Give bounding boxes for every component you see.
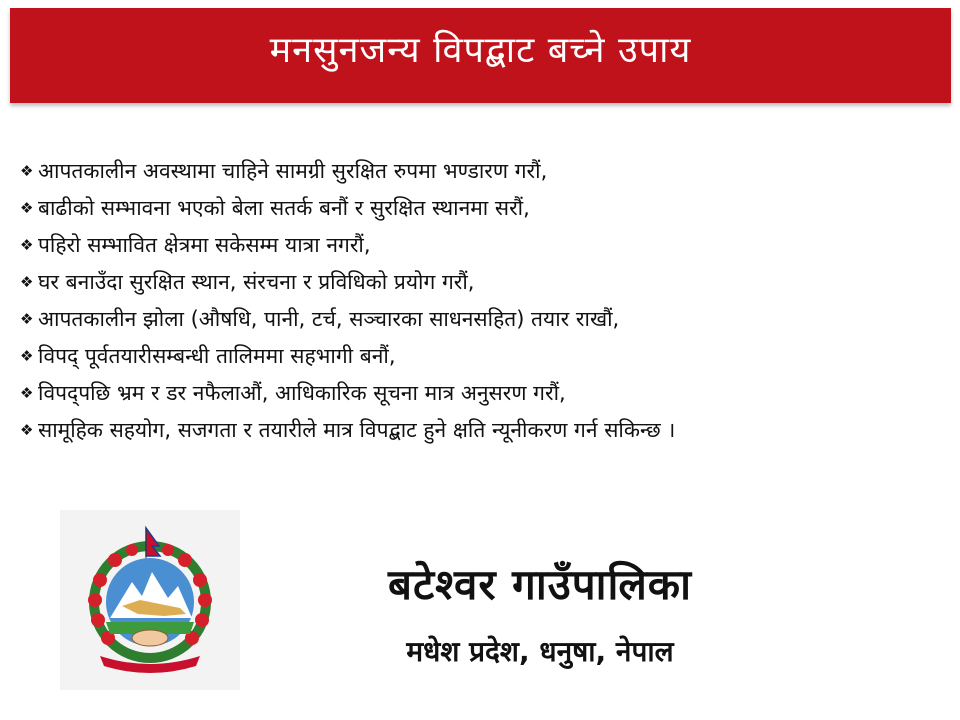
tip-text: घर बनाउँदा सुरक्षित स्थान, संरचना र प्रविधिको प्रयोग गरौं, — [38, 269, 475, 294]
nepal-government-emblem-icon — [60, 510, 240, 690]
tips-list — [20, 152, 920, 448]
tip-text: आपतकालीन झोला (औषधि, पानी, टर्च, सञ्चारका साधनसहित) तयार राखौं, — [38, 306, 620, 331]
nepal-flag-icon — [146, 528, 160, 560]
list-item — [20, 300, 920, 337]
list-item — [20, 263, 920, 300]
diamond-bullet-icon: ❖ — [20, 235, 34, 254]
emblem-graphic — [60, 510, 240, 690]
diamond-bullet-icon: ❖ — [20, 198, 34, 217]
organization-name: बटेश्वर गाउँपालिका — [388, 560, 692, 609]
title-banner — [10, 8, 951, 103]
diamond-bullet-icon: ❖ — [20, 346, 34, 365]
list-item — [20, 189, 920, 226]
organization-location: मधेश प्रदेश, धनुषा, नेपाल — [406, 635, 674, 668]
tip-text: विपद्पछि भ्रम र डर नफैलाऔं, आधिकारिक सूचना मात्र अनुसरण गरौं, — [38, 380, 566, 405]
list-item — [20, 152, 920, 189]
list-item — [20, 411, 920, 448]
tip-text: आपतकालीन अवस्थामा चाहिने सामग्री सुरक्षित रुपमा भण्डारण गरौं, — [38, 158, 548, 183]
list-item — [20, 337, 920, 374]
tip-text: विपद् पूर्वतयारीसम्बन्धी तालिममा सहभागी बनौं, — [38, 343, 396, 368]
list-item — [20, 374, 920, 411]
page-title: मनसुनजन्य विपद्बाट बच्ने उपाय — [269, 30, 692, 71]
diamond-bullet-icon: ❖ — [20, 309, 34, 328]
diamond-bullet-icon: ❖ — [20, 420, 34, 439]
list-item — [20, 226, 920, 263]
diamond-bullet-icon: ❖ — [20, 383, 34, 402]
tip-text: पहिरो सम्भावित क्षेत्रमा सकेसम्म यात्रा नगरौं, — [38, 232, 371, 257]
diamond-bullet-icon: ❖ — [20, 161, 34, 180]
tip-text: बाढीको सम्भावना भएको बेला सतर्क बनौं र सुरक्षित स्थानमा सरौं, — [38, 195, 530, 220]
diamond-bullet-icon: ❖ — [20, 272, 34, 291]
tip-text: सामूहिक सहयोग, सजगता र तयारीले मात्र विपद्बाट हुने क्षति न्यूनीकरण गर्न सकिन्छ । — [38, 417, 676, 442]
